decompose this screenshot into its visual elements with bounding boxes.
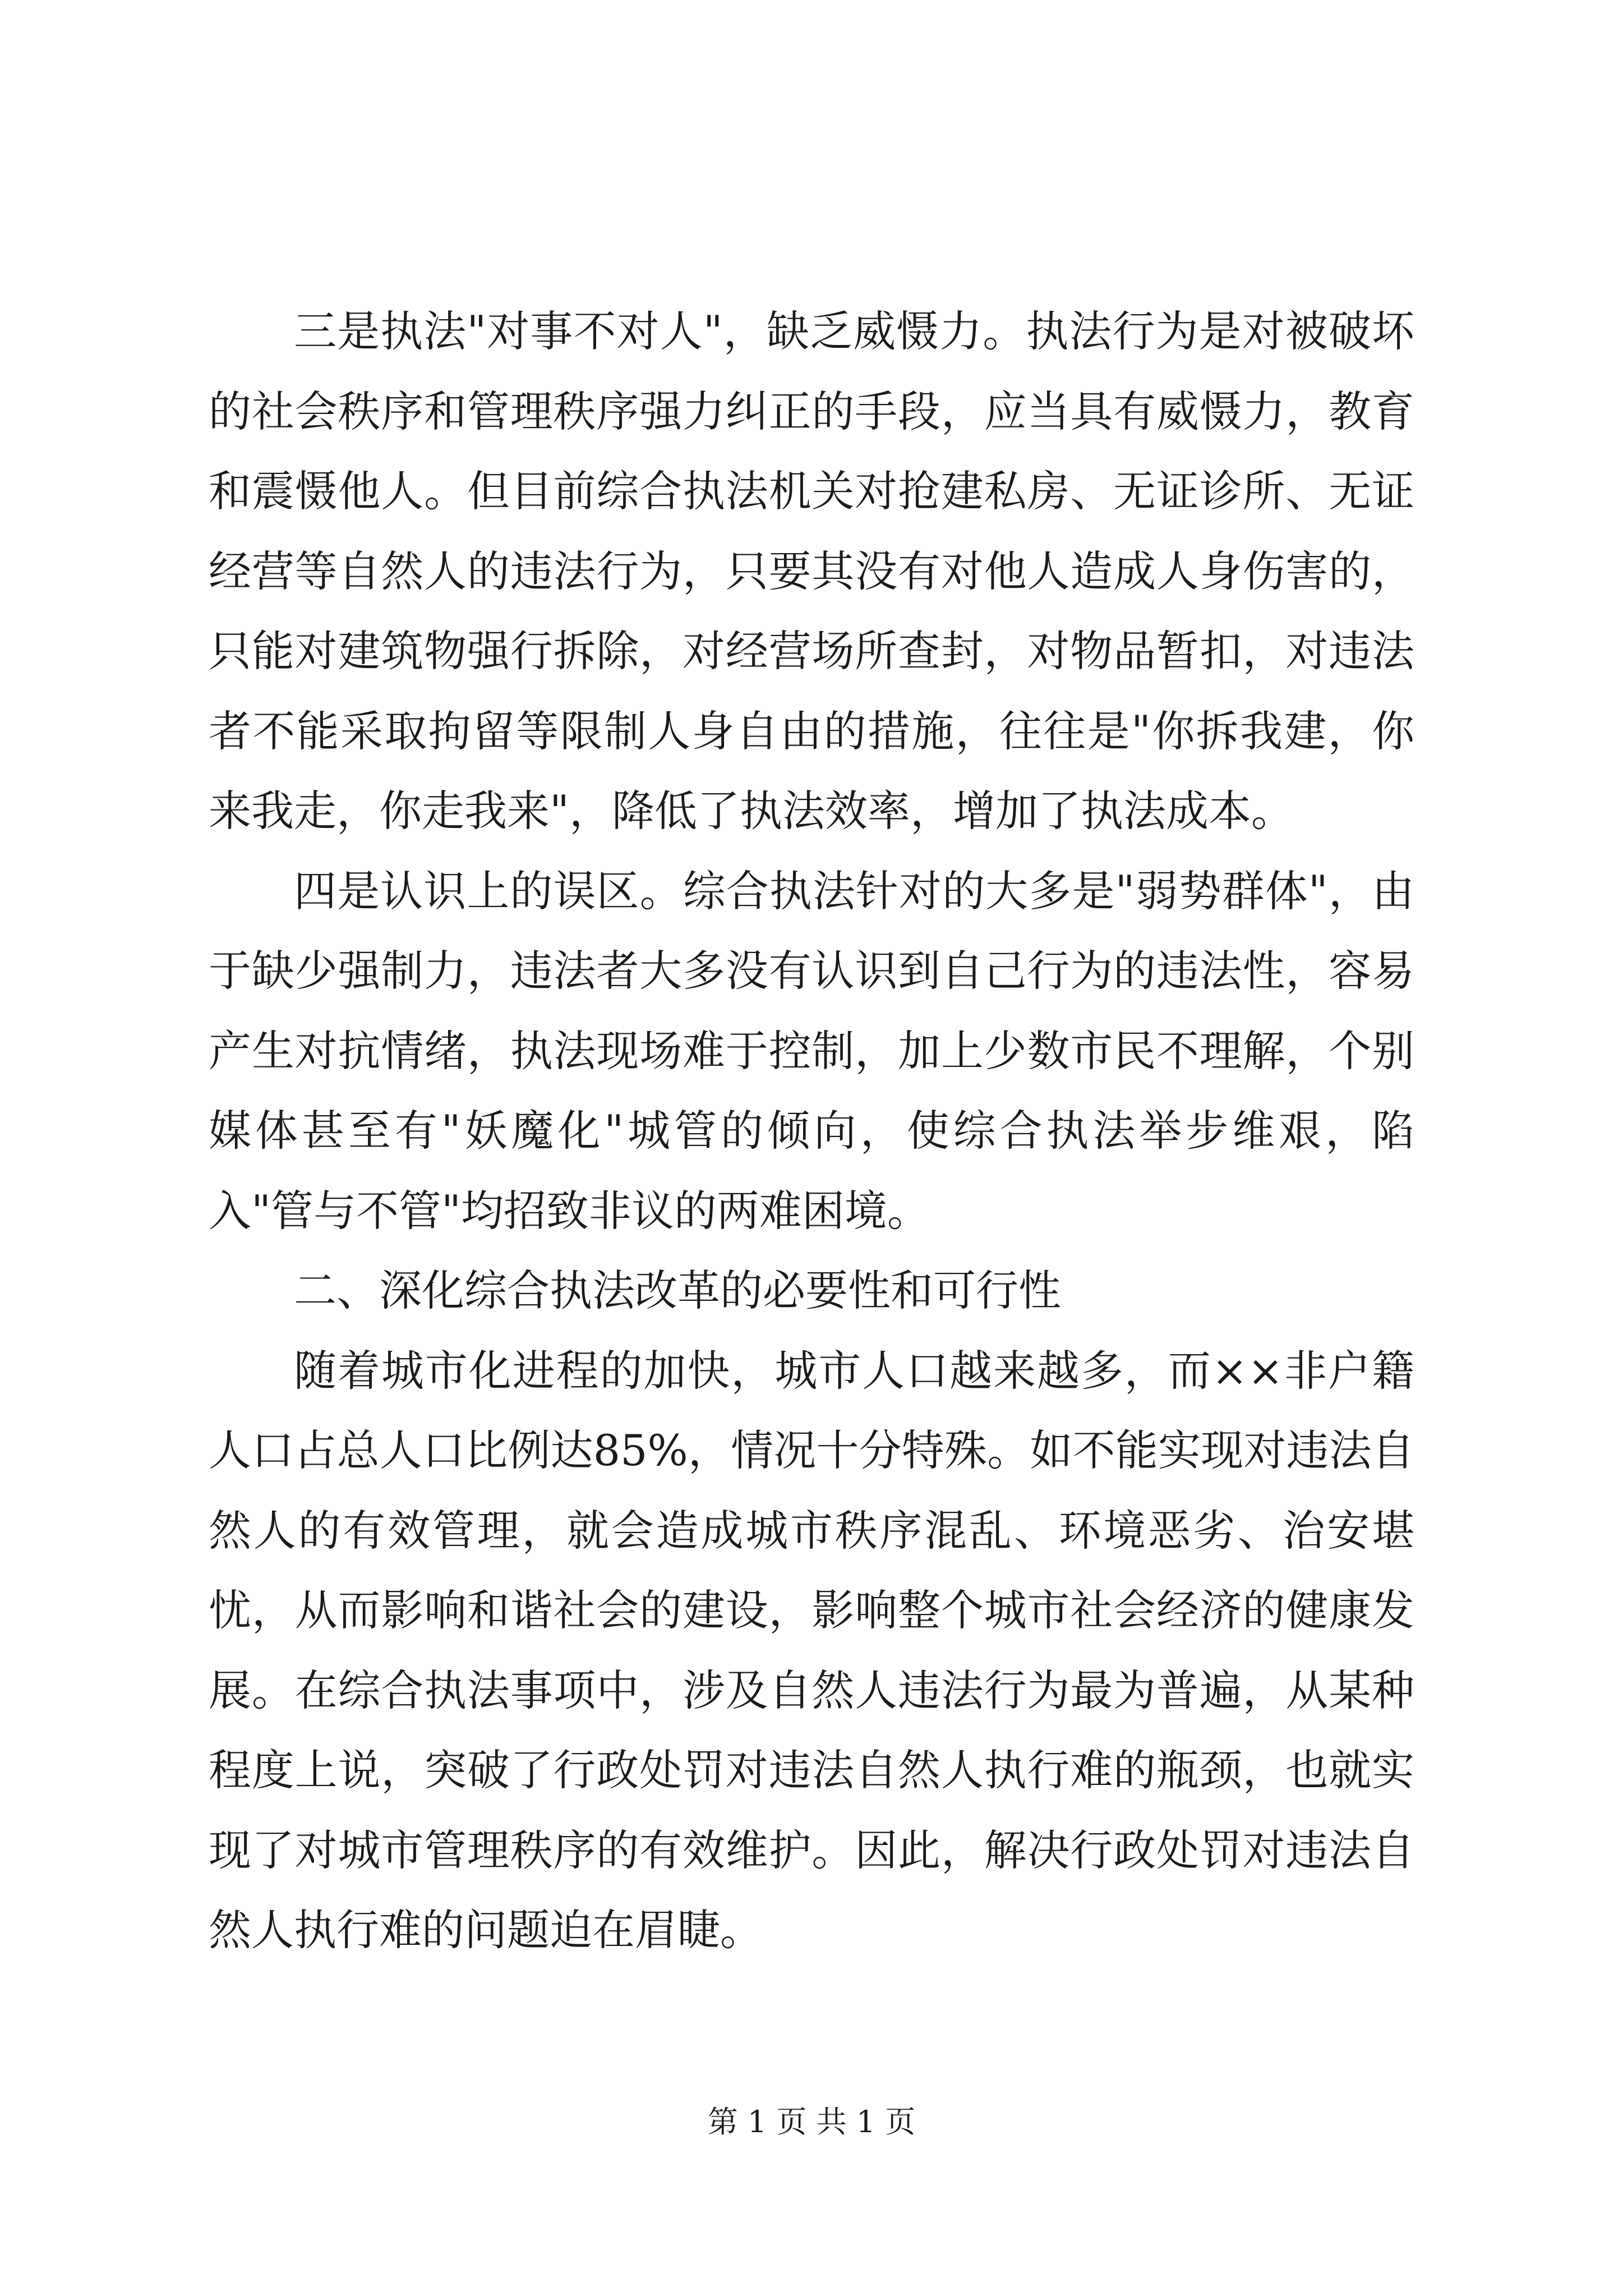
page-footer: 第 1 页 共 1 页 [707,2104,916,2139]
document-body [209,292,1414,1971]
paragraph-enforcement-deterrence: 三是执法"对事不对人"，缺乏威慑力。执法行为是对被破坏的社会秩序和管理秩序强力纠正的手段，应当具有威慑力，教育和震慑他人。但目前综合执法机关对抢建私房、无证诊所、无证经营等自然人的违法行为，只要其没有对他人造成人身伤害的，只能对建筑物强行拆除，对经营场所查封，对物品暂扣，对违法者不能采取拘留等限制人身自由的措施，往往是"你拆我建，你来我走，你走我来"，降低了执法效率，增加了执法成本。 [209,306,1414,836]
paragraph-misconceptions: 四是认识上的误区。综合执法针对的大多是"弱势群体"，由于缺少强制力，违法者大多没有认识到自己行为的违法性，容易产生对抗情绪，执法现场难于控制，加上少数市民不理解，个别媒体甚至有"妖魔化"城管的倾向，使综合执法举步维艰，陷入"管与不管"均招致非议的两难困境。 [209,866,1414,1236]
paragraph-urbanization: 随着城市化进程的加快，城市人口越来越多，而××非户籍人口占总人口比例达85%，情况十分特殊。如不能实现对违法自然人的有效管理，就会造成城市秩序混乱、环境恶劣、治安堪忧，从而影响和谐社会的建设，影响整个城市社会经济的健康发展。在综合执法事项中，涉及自然人违法行为最为普遍，从某种程度上说，突破了行政处罚对违法自然人执行难的瓶颈，也就实现了对城市管理秩序的有效维护。因此，解决行政处罚对违法自然人执行难的问题迫在眉睫。 [209,1345,1414,1955]
section-heading-necessity-feasibility: 二、深化综合执法改革的必要性和可行性 [294,1266,1061,1315]
